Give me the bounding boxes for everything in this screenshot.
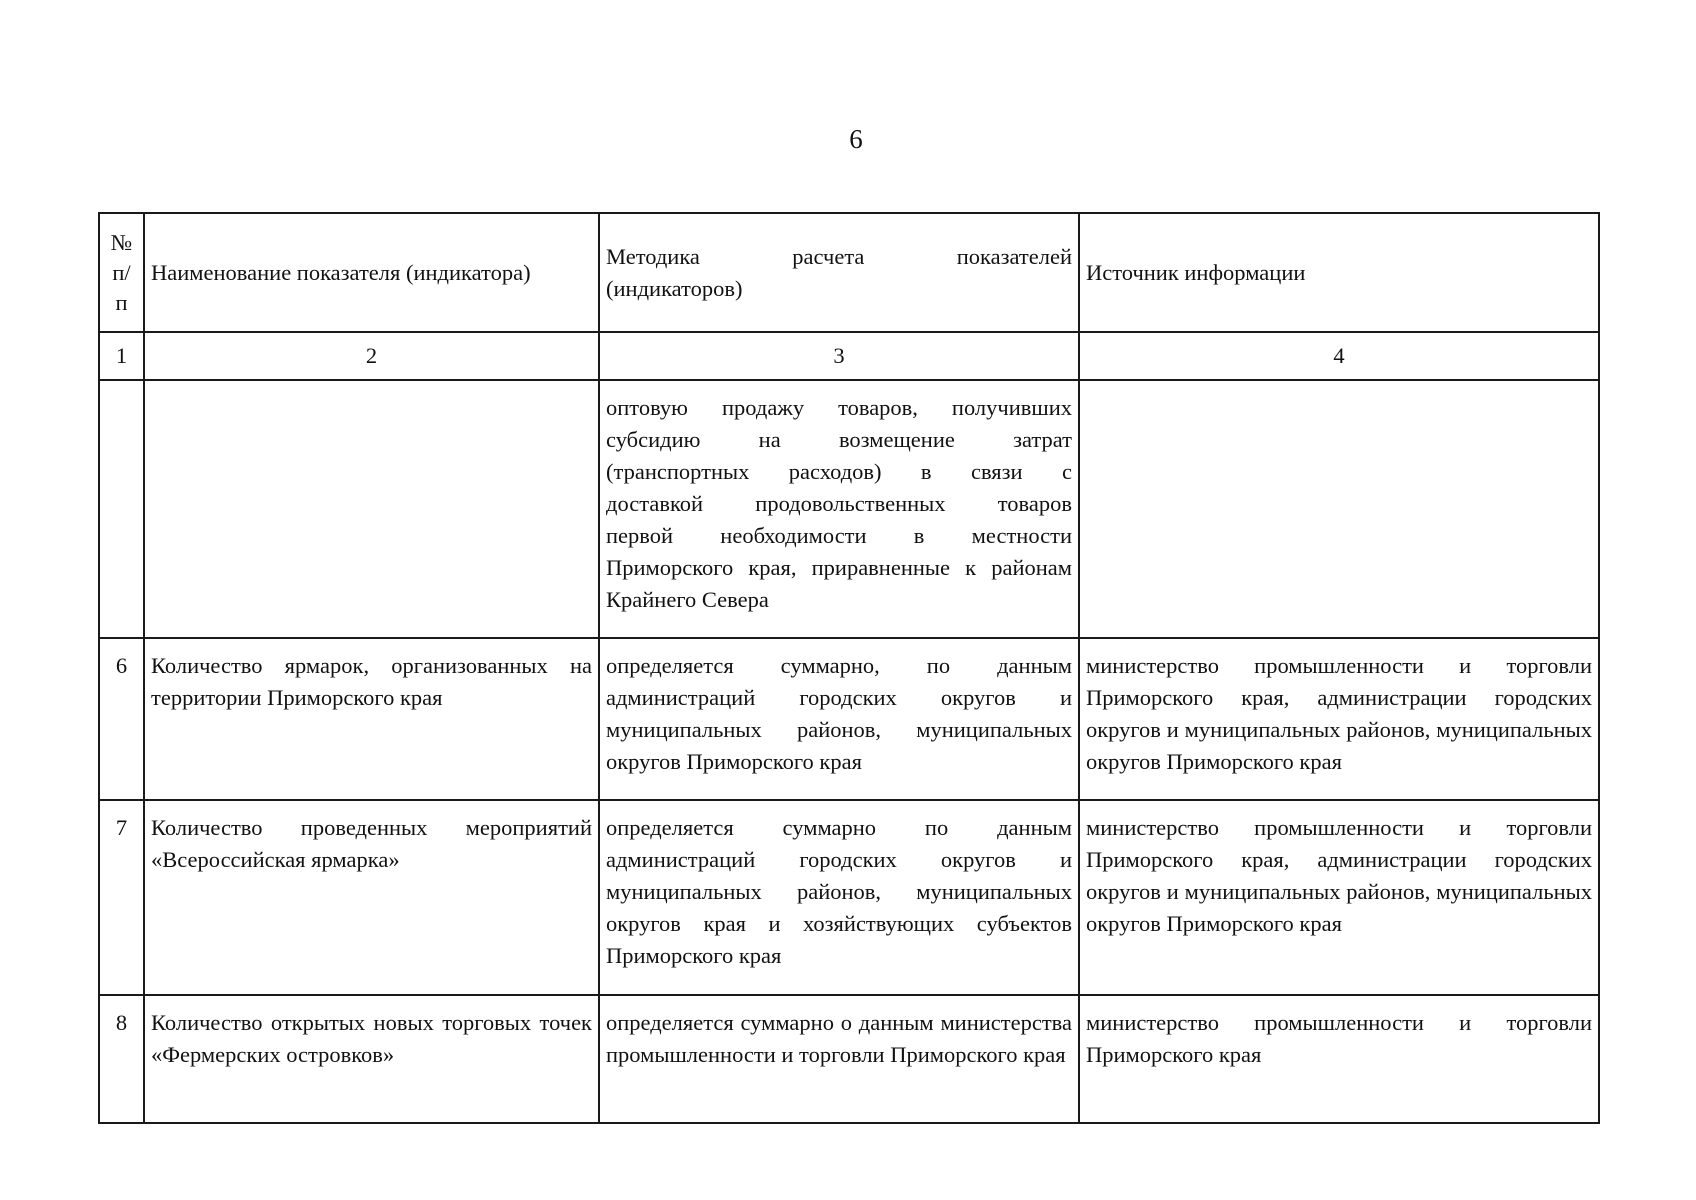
column-number: 3 xyxy=(599,332,1079,380)
table-header-row xyxy=(99,213,1599,332)
table-row xyxy=(99,995,1599,1123)
method-line: Крайнего Севера xyxy=(606,587,769,612)
indicators-table xyxy=(98,212,1600,1124)
method-line: первой необходимости в местности xyxy=(606,523,1072,548)
indicator-name-cell xyxy=(144,380,599,638)
table-row xyxy=(99,800,1599,995)
header-source: Источник информации xyxy=(1079,213,1599,332)
method-line: субсидию на возмещение затрат xyxy=(606,427,1072,452)
header-number xyxy=(99,213,144,332)
header-number-line-3: п xyxy=(115,289,128,315)
method-line: (транспортных расходов) в связи с xyxy=(606,459,1072,484)
header-method xyxy=(599,213,1079,332)
column-number: 4 xyxy=(1079,332,1599,380)
row-number: 6 xyxy=(99,638,144,800)
information-source: министерство промышленности и торговли Приморского края xyxy=(1079,995,1599,1123)
header-indicator-name: Наименование показателя (индикатора) xyxy=(144,213,599,332)
header-method-line-2: (индикаторов) xyxy=(606,275,743,301)
row-number: 8 xyxy=(99,995,144,1123)
table-row xyxy=(99,638,1599,800)
indicator-name: Количество ярмарок, организованных на территории Приморского края xyxy=(144,638,599,800)
column-number-row xyxy=(99,332,1599,380)
header-number-line-2: п/ xyxy=(112,259,131,285)
calculation-method: определяется суммарно по данным администраций городских округов и муниципальных районов, муниципальных округов края и хозяйствующих субъектов Приморского края xyxy=(599,800,1079,995)
method-line: доставкой продовольственных товаров xyxy=(606,491,1072,516)
column-number: 1 xyxy=(99,332,144,380)
source-cell xyxy=(1079,380,1599,638)
information-source: министерство промышленности и торговли Приморского края, администрации городских округов и муниципальных районов, муниципальных округов Приморского края xyxy=(1079,638,1599,800)
method-cell xyxy=(599,380,1079,638)
indicator-name: Количество открытых новых торговых точек «Фермерских островков» xyxy=(144,995,599,1123)
calculation-method: определяется суммарно, по данным администраций городских округов и муниципальных районов, муниципальных округов Приморского края xyxy=(599,638,1079,800)
row-number: 7 xyxy=(99,800,144,995)
indicator-name: Количество проведенных мероприятий «Всероссийская ярмарка» xyxy=(144,800,599,995)
column-number: 2 xyxy=(144,332,599,380)
row-number-cell xyxy=(99,380,144,638)
method-line: оптовую продажу товаров, получивших xyxy=(606,395,1072,420)
header-method-line-1: Методика расчета показателей xyxy=(606,243,1072,269)
calculation-method: определяется суммарно о данным министерства промышленности и торговли Приморского края xyxy=(599,995,1079,1123)
method-line: Приморского края, приравненные к районам xyxy=(606,555,1072,580)
table-row-continuation xyxy=(99,380,1599,638)
information-source: министерство промышленности и торговли Приморского края, администрации городских округов и муниципальных районов, муниципальных округов Приморского края xyxy=(1079,800,1599,995)
page-number: 6 xyxy=(849,124,863,154)
header-number-line-1: № xyxy=(110,229,133,255)
